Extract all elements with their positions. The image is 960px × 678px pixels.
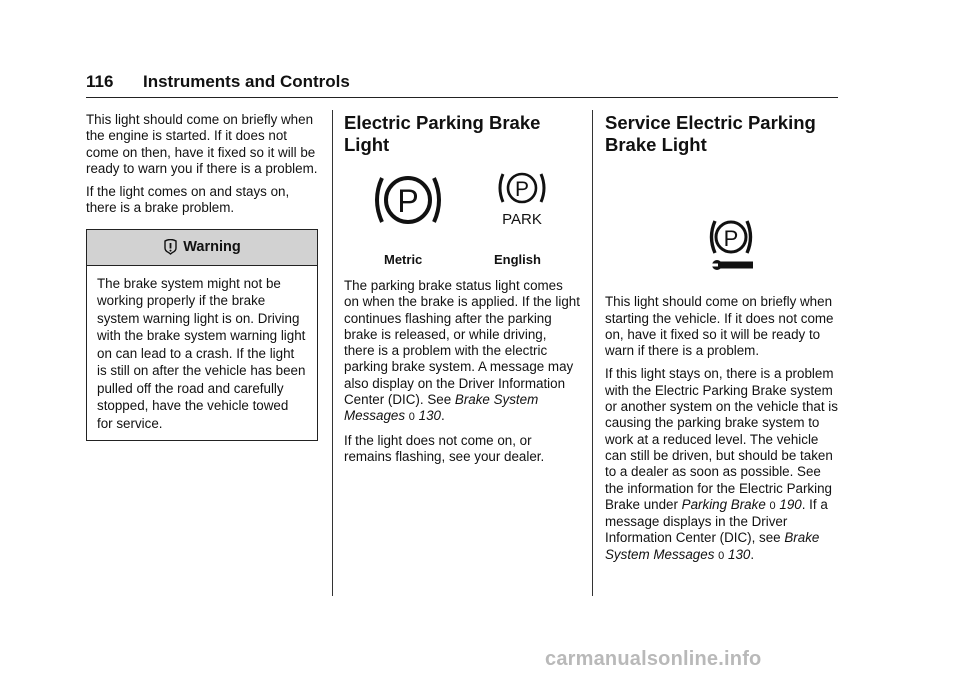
page-ref-icon: 0 bbox=[718, 549, 725, 562]
cross-reference: Parking Brake bbox=[681, 496, 766, 512]
paragraph: If the light does not come on, or remains flashing, see your dealer. bbox=[344, 432, 545, 464]
page-ref-icon: 0 bbox=[769, 499, 776, 512]
column-1 bbox=[86, 112, 320, 441]
cross-reference: Brake System Messages bbox=[344, 392, 539, 424]
cross-reference: Brake System Messages bbox=[605, 530, 820, 562]
column-2 bbox=[344, 112, 580, 472]
section-heading: Service Electric Parking Brake Light bbox=[605, 112, 816, 155]
warning-body: The brake system might not be working properly if the brake system warning light is on. Driving with the brake system warning light on can lead to a crash. If the light is still on after the vehicle has been pulled off the road and carefully stopped, have the vehicle towed for service. bbox=[97, 275, 306, 431]
page-reference: 190 bbox=[779, 496, 802, 512]
caption-metric: Metric bbox=[384, 252, 423, 267]
warning-icon bbox=[163, 239, 178, 255]
paragraph: If the light comes on and stays on, there is a brake problem. bbox=[86, 184, 290, 216]
paragraph: This light should come on briefly when the engine is started. If it does not come on then, have it fixed so it will be ready to warn you if there is a problem. bbox=[86, 112, 318, 176]
watermark: carmanualsonline.info bbox=[545, 648, 762, 670]
service-parking-brake-icon bbox=[703, 200, 763, 290]
icon-letter: P bbox=[514, 178, 530, 201]
column-divider bbox=[332, 110, 333, 596]
section-heading: Electric Parking Brake Light bbox=[344, 112, 541, 155]
paragraph: The parking brake status light comes on when the brake is applied. If the light continues flashing after the parking brake is released, or while driving, there is a problem with the electric parking brake system. A message may also display on the Driver Information Center (DIC). See Brake System Messages 0 130. bbox=[344, 278, 580, 424]
column-3 bbox=[605, 112, 841, 571]
column-divider bbox=[592, 110, 593, 596]
page-number: 116 bbox=[86, 72, 114, 91]
page-reference: 130 bbox=[728, 546, 751, 562]
page-ref-icon: 0 bbox=[408, 411, 415, 424]
icon-letter: P bbox=[723, 226, 739, 251]
icon-letter: P bbox=[397, 183, 419, 219]
page-reference: 130 bbox=[418, 408, 441, 424]
caption-english: English bbox=[494, 252, 541, 267]
parking-brake-metric-icon bbox=[368, 170, 448, 234]
page-header bbox=[86, 70, 838, 100]
section-title: Instruments and Controls bbox=[143, 72, 350, 91]
paragraph: This light should come on briefly when starting the vehicle. If it does not come on, have it fixed so it will be ready to warn if there is a problem. bbox=[605, 294, 834, 359]
parking-brake-english-icon bbox=[494, 170, 550, 234]
warning-box bbox=[86, 229, 318, 442]
brake-light-icons bbox=[344, 170, 580, 278]
header-rule bbox=[86, 97, 838, 98]
warning-header bbox=[87, 230, 317, 266]
icon-word: PARK bbox=[502, 211, 542, 228]
paragraph: If this light stays on, there is a problem with the Electric Parking Brake system or another system on the vehicle that is causing the parking brake system to work at a reduced level. The vehicle can still be driven, but should be taken to a dealer as soon as possible. See the information for the Electric Parking Brake under Parking Brake 0 190. If a message displays in the Driver Information Center (DIC), see Brake System Messages 0 130. bbox=[605, 366, 838, 562]
warning-title: Warning bbox=[183, 239, 241, 256]
